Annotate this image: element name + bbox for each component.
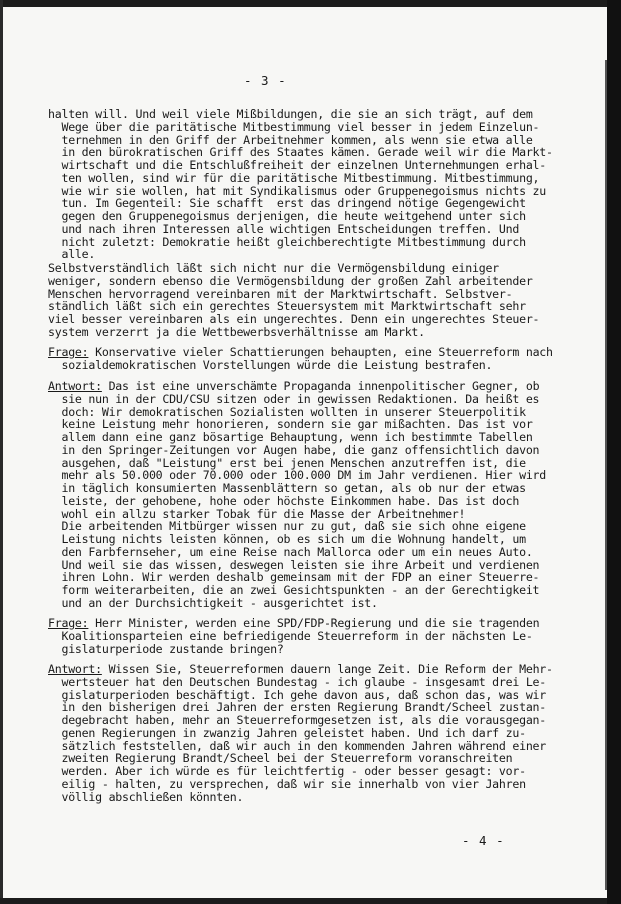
scan-border-right — [607, 0, 621, 904]
text-line: halten will. Und weil viele Mißbildungen, die sie an sich trägt, auf dem — [48, 107, 533, 121]
question-2 — [48, 617, 608, 655]
text-line — [48, 346, 608, 359]
text-line: Die arbeitenden Mitbürger wissen nur zu gut, daß sie sich ohne eigene — [48, 519, 526, 534]
text-line: degebracht haben, mehr an Steuerreformgesetzen ist, als die vorausgegan- — [48, 713, 547, 727]
text-line: system verzerrt ja die Wettbewerbsverhältnisse am Markt. — [48, 324, 425, 339]
line-text: Konservative vieler Schattierungen behaupten, eine Steuerreform nach — [88, 345, 553, 359]
text-line: ausgehen, daß "Leistung" erst bei jenen Menschen anzutreffen ist, die — [48, 455, 526, 470]
text-line: mehr als 50.000 oder 70.000 oder 100.000 DM im Jahr verdienen. Hier wird — [48, 468, 547, 483]
text-line: zweiten Regierung Brandt/Scheel bei der Steuerreform voranschreiten — [48, 751, 513, 766]
text-line: doch: Wir demokratischen Sozialisten wollten in unserer Steuerpolitik — [48, 404, 526, 419]
paragraph-mitbestimmung — [48, 108, 608, 261]
text-line: wohl ein allzu starker Tobak für die Masse der Arbeitnehmer! — [48, 506, 466, 521]
answer-2 — [48, 663, 608, 803]
text-line: gislaturperioden beschäftigt. Ich gehe davon aus, daß schon das, was wir — [48, 687, 547, 702]
question-label: Frage: — [48, 345, 89, 359]
answer-1 — [48, 380, 608, 610]
text-line: leiste, der gehobene, hohe oder höchste Einkommen habe. Das ist doch — [48, 493, 520, 508]
text-line: wertsteuer hat den Deutschen Bundestag - ich glaube - insgesamt drei Le- — [48, 674, 547, 689]
text-line: ihren Lohn. Wir werden deshalb gemeinsam mit der FDP an einer Steuerre- — [48, 570, 540, 585]
text-line: form weiterarbeiten, die an zwei Gesichtspunkten - an der Gerechtigkeit — [48, 583, 540, 597]
text-line: tun. Im Gegenteil: Sie schafft erst das dringend nötige Gegengewicht — [48, 196, 526, 211]
text-line: sie nun in der CDU/CSU sitzen oder in gewissen Redaktionen. Da heißt es — [48, 391, 540, 406]
paragraph-vermoegensbildung — [48, 262, 608, 339]
text-line: sozialdemokratischen Vorstellungen würde die Leistung bestrafen. — [48, 357, 493, 372]
text-line: viel besser vereinbaren als ein ungerechtes. Denn ein ungerechtes Steuer- — [48, 312, 540, 326]
page-number-top: - 3 - — [244, 73, 287, 88]
text-line: in den bisherigen drei Jahren der ersten Regierung Brandt/Scheel zustan- — [48, 700, 547, 715]
text-line: Wege über die paritätische Mitbestimmung viel besser in jedem Einzelun- — [48, 119, 540, 134]
text-line: gegen den Gruppenegoismus derjenigen, die heute weitgehend unter sich — [48, 209, 526, 223]
text-line: in täglich konsumierten Massenblättern so getan, als ob nur der etwas — [48, 481, 526, 495]
text-line: weniger, sondern ebenso die Vermögensbildung der großen Zahl arbeitender — [48, 273, 533, 288]
text-line: in den bürokratischen Griff des Staates kämen. Gerade weil wir die Markt- — [48, 145, 553, 160]
scan-border-bottom — [0, 898, 621, 904]
text-line: wie wir sie wollen, hat mit Syndikalismus oder Gruppenegoismus nichts zu — [48, 183, 547, 198]
text-line — [48, 663, 608, 676]
text-line: keine Leistung mehr honorieren, sondern sie gar mißachten. Das ist vor — [48, 417, 533, 432]
text-line: in den Springer-Zeitungen vor Augen habe, die ganz offensichtlich davon — [48, 442, 540, 457]
text-line: gislaturperiode zustande bringen? — [48, 641, 284, 656]
text-line: und nach ihren Interessen alle wichtigen Entscheidungen treffen. Und — [48, 221, 520, 236]
question-label: Frage: — [48, 616, 89, 630]
text-line: wirtschaft und die Entschlußfreiheit der einzelnen Unternehmungen erhal- — [48, 158, 547, 172]
text-line: werden. Aber ich würde es für leichtfertig - oder besser gesagt: vor- — [48, 764, 526, 778]
text-line: sätzlich feststellen, daß wir auch in den kommenden Jahren während einer — [48, 738, 547, 753]
text-line: nicht zuletzt: Demokratie heißt gleichberechtigte Mitbestimmung durch — [48, 234, 526, 249]
text-line: alle. — [48, 247, 96, 262]
text-line: genen Regierungen in zwanzig Jahren geleistet haben. Und ich darf zu- — [48, 725, 526, 740]
line-text: Das ist eine unverschämte Propaganda innenpolitischer Gegner, ob — [101, 379, 540, 393]
text-line: völlig abschließen könnten. — [48, 789, 244, 804]
text-line: allem dann eine ganz bösartige Behauptung, wenn ich bestimmte Tabellen — [48, 430, 533, 444]
text-line: Und weil sie das wissen, deswegen leisten sie ihre Arbeit und verdienen — [48, 557, 540, 572]
text-line: ternehmen in den Griff der Arbeitnehmer kommen, als wenn sie etwa alle — [48, 132, 533, 147]
text-line: den Farbfernseher, um eine Reise nach Mallorca oder um ein neues Auto. — [48, 544, 533, 559]
text-line — [48, 617, 608, 630]
answer-label: Antwort: — [48, 662, 102, 676]
line-text: Herr Minister, werden eine SPD/FDP-Regierung und die sie tragenden — [88, 616, 540, 630]
line-text: Wissen Sie, Steuerreformen dauern lange Zeit. Die Reform der Mehr- — [101, 662, 553, 676]
text-line: Leistung nichts leisten können, ob es sich um die Wohnung handelt, um — [48, 532, 526, 546]
text-line: ständlich läßt sich ein gerechtes Steuersystem mit Marktwirtschaft sehr — [48, 299, 526, 314]
scan-border-top — [0, 0, 621, 7]
text-line — [48, 380, 608, 393]
text-line: Koalitionsparteien eine befriedigende Steuerreform in der nächsten Le- — [48, 628, 533, 643]
text-line: Selbstverständlich läßt sich nicht nur die Vermögensbildung einiger — [48, 261, 499, 275]
text-line: eilig - halten, zu versprechen, daß wir sie innerhalb von vier Jahren — [48, 776, 526, 791]
question-1 — [48, 346, 608, 372]
text-line: Menschen hervorragend vereinbaren mit der Marktwirtschaft. Selbstver- — [48, 286, 513, 301]
page-number-bottom: - 4 - — [462, 833, 505, 848]
scan-border-left — [0, 0, 3, 904]
text-line: und an der Durchsichtigkeit - ausgerichtet ist. — [48, 595, 378, 610]
text-line: ten wollen, sind wir für die paritätische Mitbestimmung. Mitbestimmung, — [48, 170, 540, 185]
answer-label: Antwort: — [48, 379, 102, 393]
